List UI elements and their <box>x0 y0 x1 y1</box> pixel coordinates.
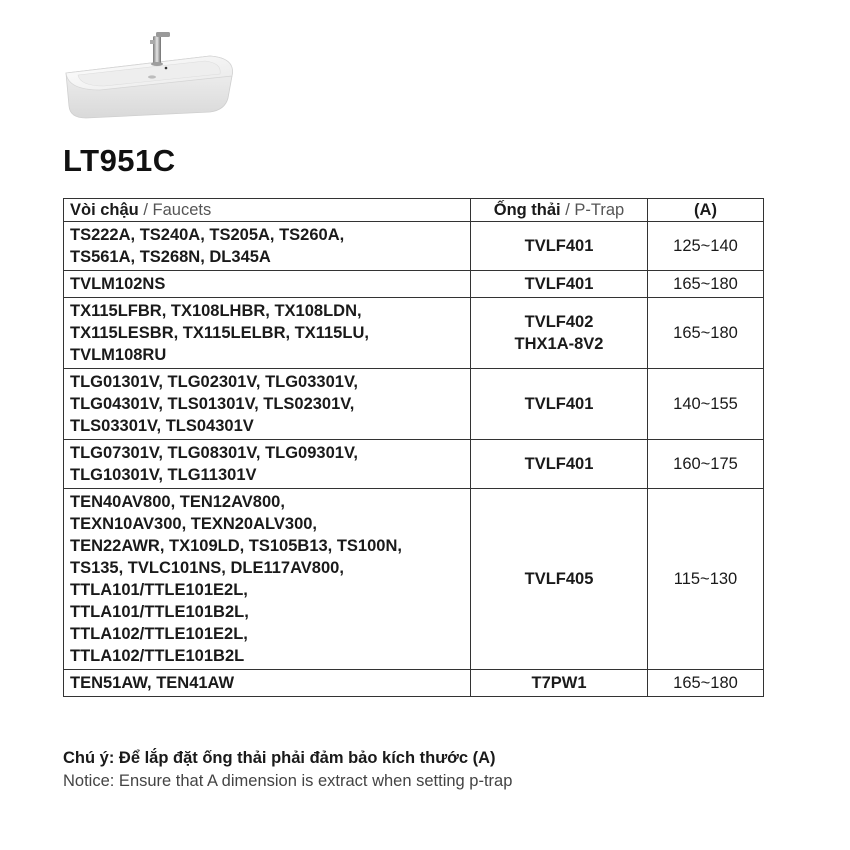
ptrap-model: TVLF405 <box>524 570 594 588</box>
table-row <box>64 298 764 369</box>
ptrap-header-sep: / <box>560 201 575 219</box>
dimension-cell: 165~180 <box>648 298 764 369</box>
dimension-cell: 125~140 <box>648 222 764 271</box>
table-header-row <box>64 199 764 222</box>
ptrap-cell <box>471 670 648 697</box>
ptrap-model: TVLF401 <box>524 237 594 255</box>
table-row <box>64 271 764 298</box>
faucet-models-line: TEN51AW, TEN41AW <box>70 674 235 692</box>
faucet-models-line: TTLA101/TTLE101B2L, <box>70 603 249 621</box>
dimension-column-header: (A) <box>648 199 764 222</box>
faucet-models-line: TTLA102/TTLE101B2L <box>70 647 245 665</box>
compatibility-table <box>63 198 764 697</box>
dimension-cell: 165~180 <box>648 271 764 298</box>
faucet-models-line: TS222A, TS240A, TS205A, TS260A, <box>70 226 345 244</box>
basin-product-image <box>60 28 240 138</box>
ptrap-model: TVLF401 <box>524 275 594 293</box>
faucet-models-line: TEXN10AV300, TEXN20ALV300, <box>70 515 318 533</box>
faucet-models-line: TLG10301V, TLG11301V <box>70 466 257 484</box>
ptrap-cell <box>471 271 648 298</box>
faucets-header-en: Faucets <box>152 201 212 219</box>
faucet-models-cell <box>64 298 471 369</box>
note-vietnamese: Chú ý: Để lắp đặt ống thải phải đảm bảo kích thước (A) <box>63 749 496 767</box>
ptrap-header-en: P-Trap <box>574 201 625 219</box>
faucet-models-cell <box>64 670 471 697</box>
table-row <box>64 222 764 271</box>
faucets-header-vi: Vòi chậu <box>70 201 139 219</box>
product-model-title: LT951C <box>63 143 176 178</box>
faucet-models-cell <box>64 271 471 298</box>
faucet-models-line: TLS03301V, TLS04301V <box>70 417 254 435</box>
faucet-models-cell <box>64 489 471 670</box>
faucet-models-line: TX115LESBR, TX115LELBR, TX115LU, <box>70 324 369 342</box>
table-row <box>64 440 764 489</box>
dimension-cell: 115~130 <box>648 489 764 670</box>
faucet-models-line: TS135, TVLC101NS, DLE117AV800, <box>70 559 344 577</box>
faucet-models-line: TEN22AWR, TX109LD, TS105B13, TS100N, <box>70 537 402 555</box>
faucets-column-header <box>64 199 471 222</box>
faucet-models-line: TS561A, TS268N, DL345A <box>70 248 271 266</box>
faucet-models-line: TTLA101/TTLE101E2L, <box>70 581 248 599</box>
ptrap-model: THX1A-8V2 <box>514 335 604 353</box>
table-row <box>64 489 764 670</box>
ptrap-model: T7PW1 <box>531 674 587 692</box>
faucet-models-cell <box>64 222 471 271</box>
faucet-models-line: TX115LFBR, TX108LHBR, TX108LDN, <box>70 302 362 320</box>
faucet-models-line: TVLM108RU <box>70 346 167 364</box>
faucet-models-line: TLG04301V, TLS01301V, TLS02301V, <box>70 395 355 413</box>
ptrap-column-header <box>471 199 648 222</box>
dimension-cell: 140~155 <box>648 369 764 440</box>
ptrap-model: TVLF402 <box>524 313 594 331</box>
dimension-cell: 160~175 <box>648 440 764 489</box>
ptrap-cell <box>471 440 648 489</box>
faucet-models-line: TLG01301V, TLG02301V, TLG03301V, <box>70 373 359 391</box>
ptrap-cell <box>471 222 648 271</box>
faucet-models-line: TEN40AV800, TEN12AV800, <box>70 493 285 511</box>
faucet-models-line: TTLA102/TTLE101E2L, <box>70 625 248 643</box>
faucet-models-line: TLG07301V, TLG08301V, TLG09301V, <box>70 444 359 462</box>
ptrap-header-vi: Ống thải <box>493 201 561 219</box>
table-row <box>64 369 764 440</box>
faucet-models-cell <box>64 369 471 440</box>
ptrap-cell <box>471 489 648 670</box>
ptrap-cell <box>471 369 648 440</box>
ptrap-model: TVLF401 <box>524 455 594 473</box>
ptrap-cell <box>471 298 648 369</box>
table-body <box>64 222 764 697</box>
faucet-models-cell <box>64 440 471 489</box>
faucets-header-sep: / <box>138 201 153 219</box>
note-english: Notice: Ensure that A dimension is extract when setting p-trap <box>63 772 513 790</box>
faucet-models-line: TVLM102NS <box>70 275 166 293</box>
ptrap-model: TVLF401 <box>524 395 594 413</box>
table-row <box>64 670 764 697</box>
dimension-cell: 165~180 <box>648 670 764 697</box>
